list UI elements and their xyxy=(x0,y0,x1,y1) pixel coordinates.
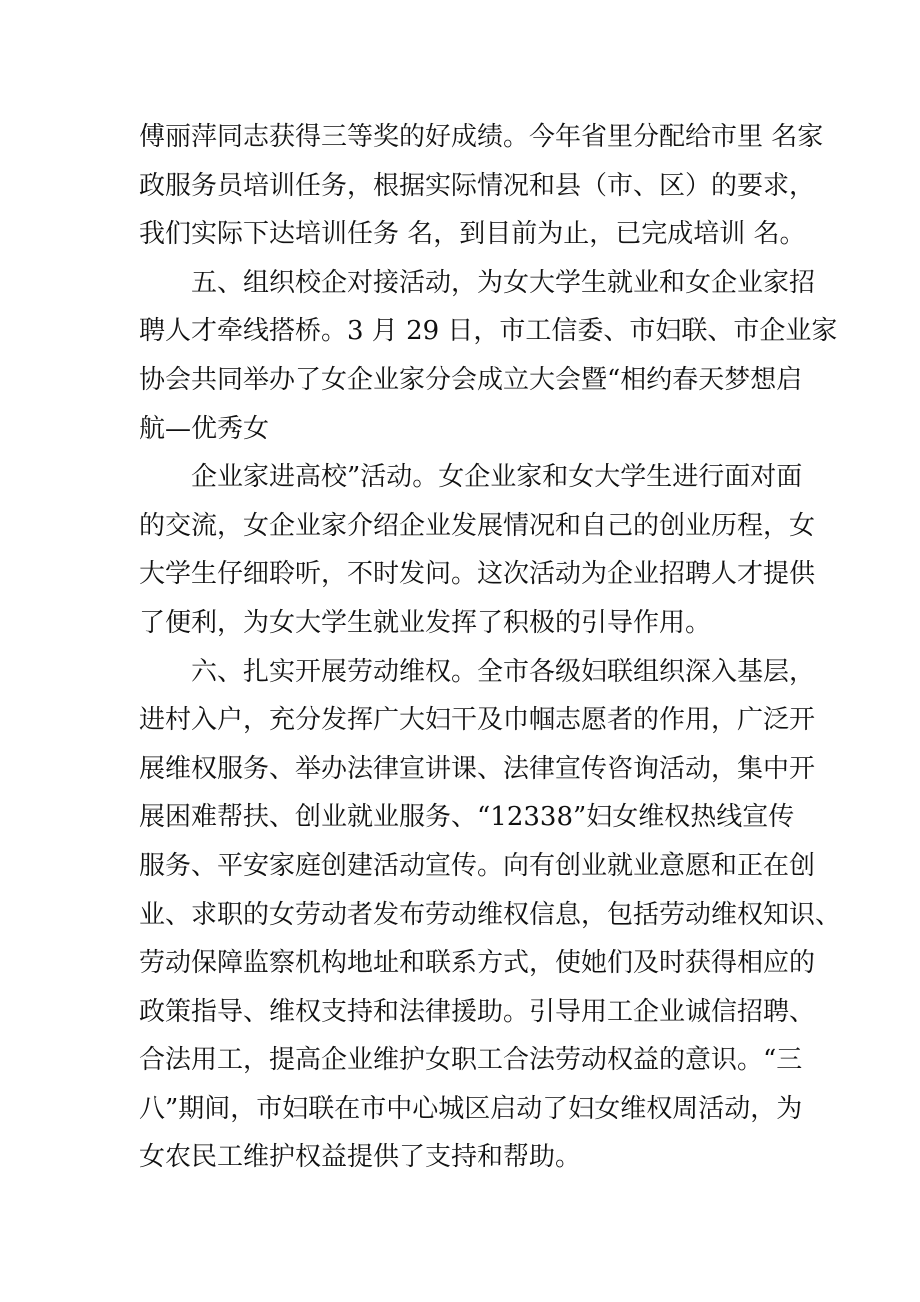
text-line: 了便利，为女大学生就业发挥了积极的引导作用。 xyxy=(139,607,712,638)
paragraph-first-line: 六、扎实开展劳动维权。全市各级妇联组织深入基层， xyxy=(191,656,816,687)
text-line: 合法用工，提高企业维护女职工合法劳动权益的意识。“三 xyxy=(139,1045,803,1076)
text-line: 劳动保障监察机构地址和联系方式，使她们及时获得相应的 xyxy=(139,948,816,979)
text-line: 我们实际下达培训任务 名，到目前为止，已完成培训 名。 xyxy=(139,219,806,250)
paragraph-first-line: 企业家进高校”活动。女企业家和女大学生进行面对面 xyxy=(191,462,803,493)
body-text xyxy=(139,113,842,1182)
text-line: 大学生仔细聆听，不时发问。这次活动为企业招聘人才提供 xyxy=(139,559,816,590)
text-line: 傅丽萍同志获得三等奖的好成绩。今年省里分配给市里 名家 xyxy=(139,122,824,152)
paragraph-first-line: 五、组织校企对接活动，为女大学生就业和女企业家招 xyxy=(191,267,816,298)
text-line: 政策指导、维权支持和法律援助。引导用工企业诚信招聘、 xyxy=(139,996,816,1027)
text-line: 航—优秀女 xyxy=(139,413,270,444)
text-line: 展困难帮扶、创业就业服务、“12338”妇女维权热线宣传 xyxy=(139,802,795,833)
text-line: 八”期间，市妇联在市中心城区启动了妇女维权周活动，为 xyxy=(139,1093,803,1124)
text-line: 女农民工维护权益提供了支持和帮助。 xyxy=(139,1142,582,1173)
text-line: 的交流，女企业家介绍企业发展情况和自己的创业历程，女 xyxy=(139,510,816,541)
text-line: 展维权服务、举办法律宣讲课、法律宣传咨询活动，集中开 xyxy=(139,753,816,784)
text-line: 进村入户，充分发挥广大妇干及巾帼志愿者的作用，广泛开 xyxy=(139,705,816,736)
text-line: 协会共同举办了女企业家分会成立大会暨“相约春天梦想启 xyxy=(139,364,803,395)
text-line: 业、求职的女劳动者发布劳动维权信息，包括劳动维权知识、 xyxy=(139,899,842,930)
text-line: 服务、平安家庭创建活动宣传。向有创业就业意愿和正在创 xyxy=(139,850,816,881)
text-line: 政服务员培训任务，根据实际情况和县（市、区）的要求， xyxy=(139,170,816,201)
text-line: 聘人才牵线搭桥。3 月 29 日，市工信委、市妇联、市企业家 xyxy=(139,316,838,347)
